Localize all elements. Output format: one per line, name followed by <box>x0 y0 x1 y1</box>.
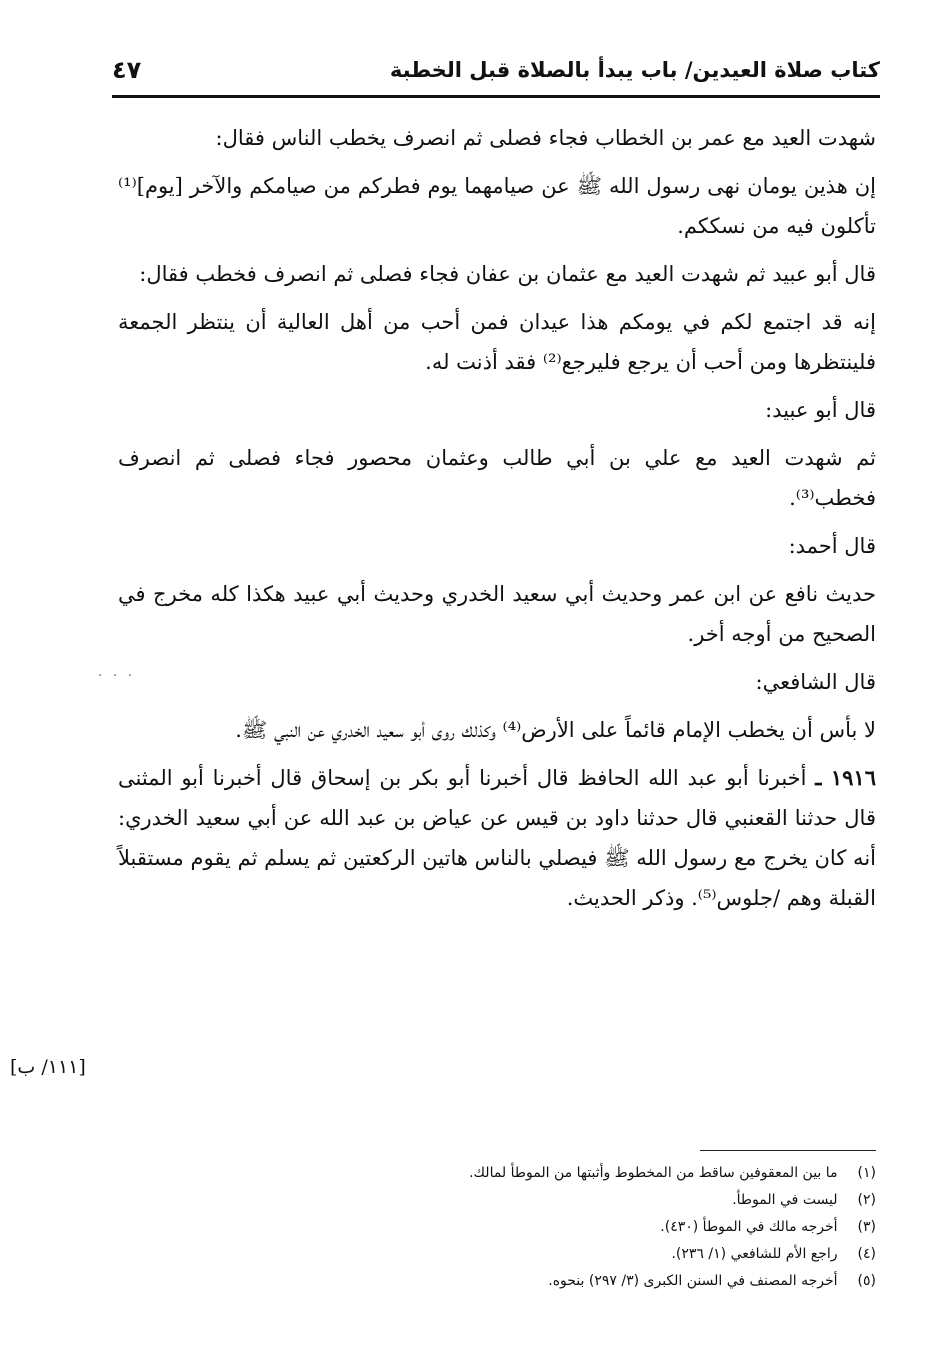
main-text <box>118 118 876 926</box>
paragraph: قال أبو عبيد ثم شهدت العيد مع عثمان بن عفان فجاء فصلى ثم انصرف فخطب فقال: <box>139 262 876 286</box>
scan-marks: · · · <box>98 668 136 684</box>
paragraph: إن هذين يومان نهى رسول الله ﷺ عن صيامهما يوم فطركم من صيامكم والآخر [يوم]⁽¹⁾ تأكلون فيه من نسككم. <box>118 174 876 238</box>
footnote-text: راجع الأم للشافعي (١/ ٢٣٦). <box>671 1246 838 1262</box>
paragraph: لا بأس أن يخطب الإمام قائماً على الأرض⁽⁴⁾ وكذلك روى أبو سعيد الخدري عن النبي ﷺ. <box>235 718 876 742</box>
footnote-number: (٢) <box>857 1192 876 1208</box>
footnote-divider <box>700 1150 876 1151</box>
footnote-text: ما بين المعقوفين ساقط من المخطوط وأثبتها من الموطأ لمالك. <box>469 1165 838 1181</box>
speaker-label: قال الشافعي: <box>755 670 876 694</box>
footnote-number: (٤) <box>857 1246 876 1262</box>
footnote-text: أخرجه المصنف في السنن الكبرى (٣/ ٢٩٧) بنحوه. <box>548 1273 838 1289</box>
speaker-label: قال أبو عبيد: <box>765 398 876 422</box>
footnote-item <box>360 1241 876 1268</box>
footnote-number: (٣) <box>857 1219 876 1235</box>
footnote-item <box>360 1214 876 1241</box>
header-divider <box>112 95 880 98</box>
paragraph: إنه قد اجتمع لكم في يومكم هذا عيدان فمن أحب من أهل العالية أن ينتظر الجمعة فلينتظرها ومن أحب أن يرجع فليرجع⁽²⁾ فقد أذنت له. <box>118 310 876 374</box>
speaker-label: قال أحمد: <box>788 534 876 558</box>
footnote-number: (١) <box>857 1165 876 1181</box>
hadith-text: أخبرنا أبو عبد الله الحافظ قال أخبرنا أبو بكر بن إسحاق قال أخبرنا أبو المثنى قال حدثنا القعنبي قال حدثنا داود بن قيس عن عياض بن عبد الله عن أبي سعيد الخدري: أنه كان يخرج مع رسول الله ﷺ فيصلي بالناس هاتين الركعتين ثم يسلم ثم يقوم مستقبلاً القبلة وهم /جلوس⁽⁵⁾. وذكر الحديث. <box>118 766 876 910</box>
paragraph: شهدت العيد مع عمر بن الخطاب فجاء فصلى ثم انصرف يخطب الناس فقال: <box>215 126 876 150</box>
hadith-paragraph <box>118 758 876 918</box>
page-number: ٤٧ <box>112 56 142 84</box>
chapter-title: كتاب صلاة العيدين/ باب يبدأ بالصلاة قبل الخطبة <box>389 58 880 82</box>
paragraph: حديث نافع عن ابن عمر وحديث أبي سعيد الخدري وحديث أبي عبيد هكذا كله مخرج في الصحيح من أوجه أخر. <box>118 582 876 646</box>
footnote-number: (٥) <box>857 1273 876 1289</box>
footnote-item <box>360 1187 876 1214</box>
footnote-text: ليست في الموطأ. <box>732 1192 838 1208</box>
paragraph: ثم شهدت العيد مع علي بن أبي طالب وعثمان محصور فجاء فصلى ثم انصرف فخطب⁽³⁾. <box>118 446 876 510</box>
footnote-item <box>360 1268 876 1295</box>
running-header <box>112 52 880 94</box>
manuscript-folio-note: [١١١/ ب] <box>10 1056 86 1078</box>
hadith-number: ١٩١٦ ـ <box>815 765 876 790</box>
footnote-item <box>360 1160 876 1187</box>
footnote-text: أخرجه مالك في الموطأ (٤٣٠). <box>660 1219 838 1235</box>
footnotes <box>360 1160 876 1295</box>
